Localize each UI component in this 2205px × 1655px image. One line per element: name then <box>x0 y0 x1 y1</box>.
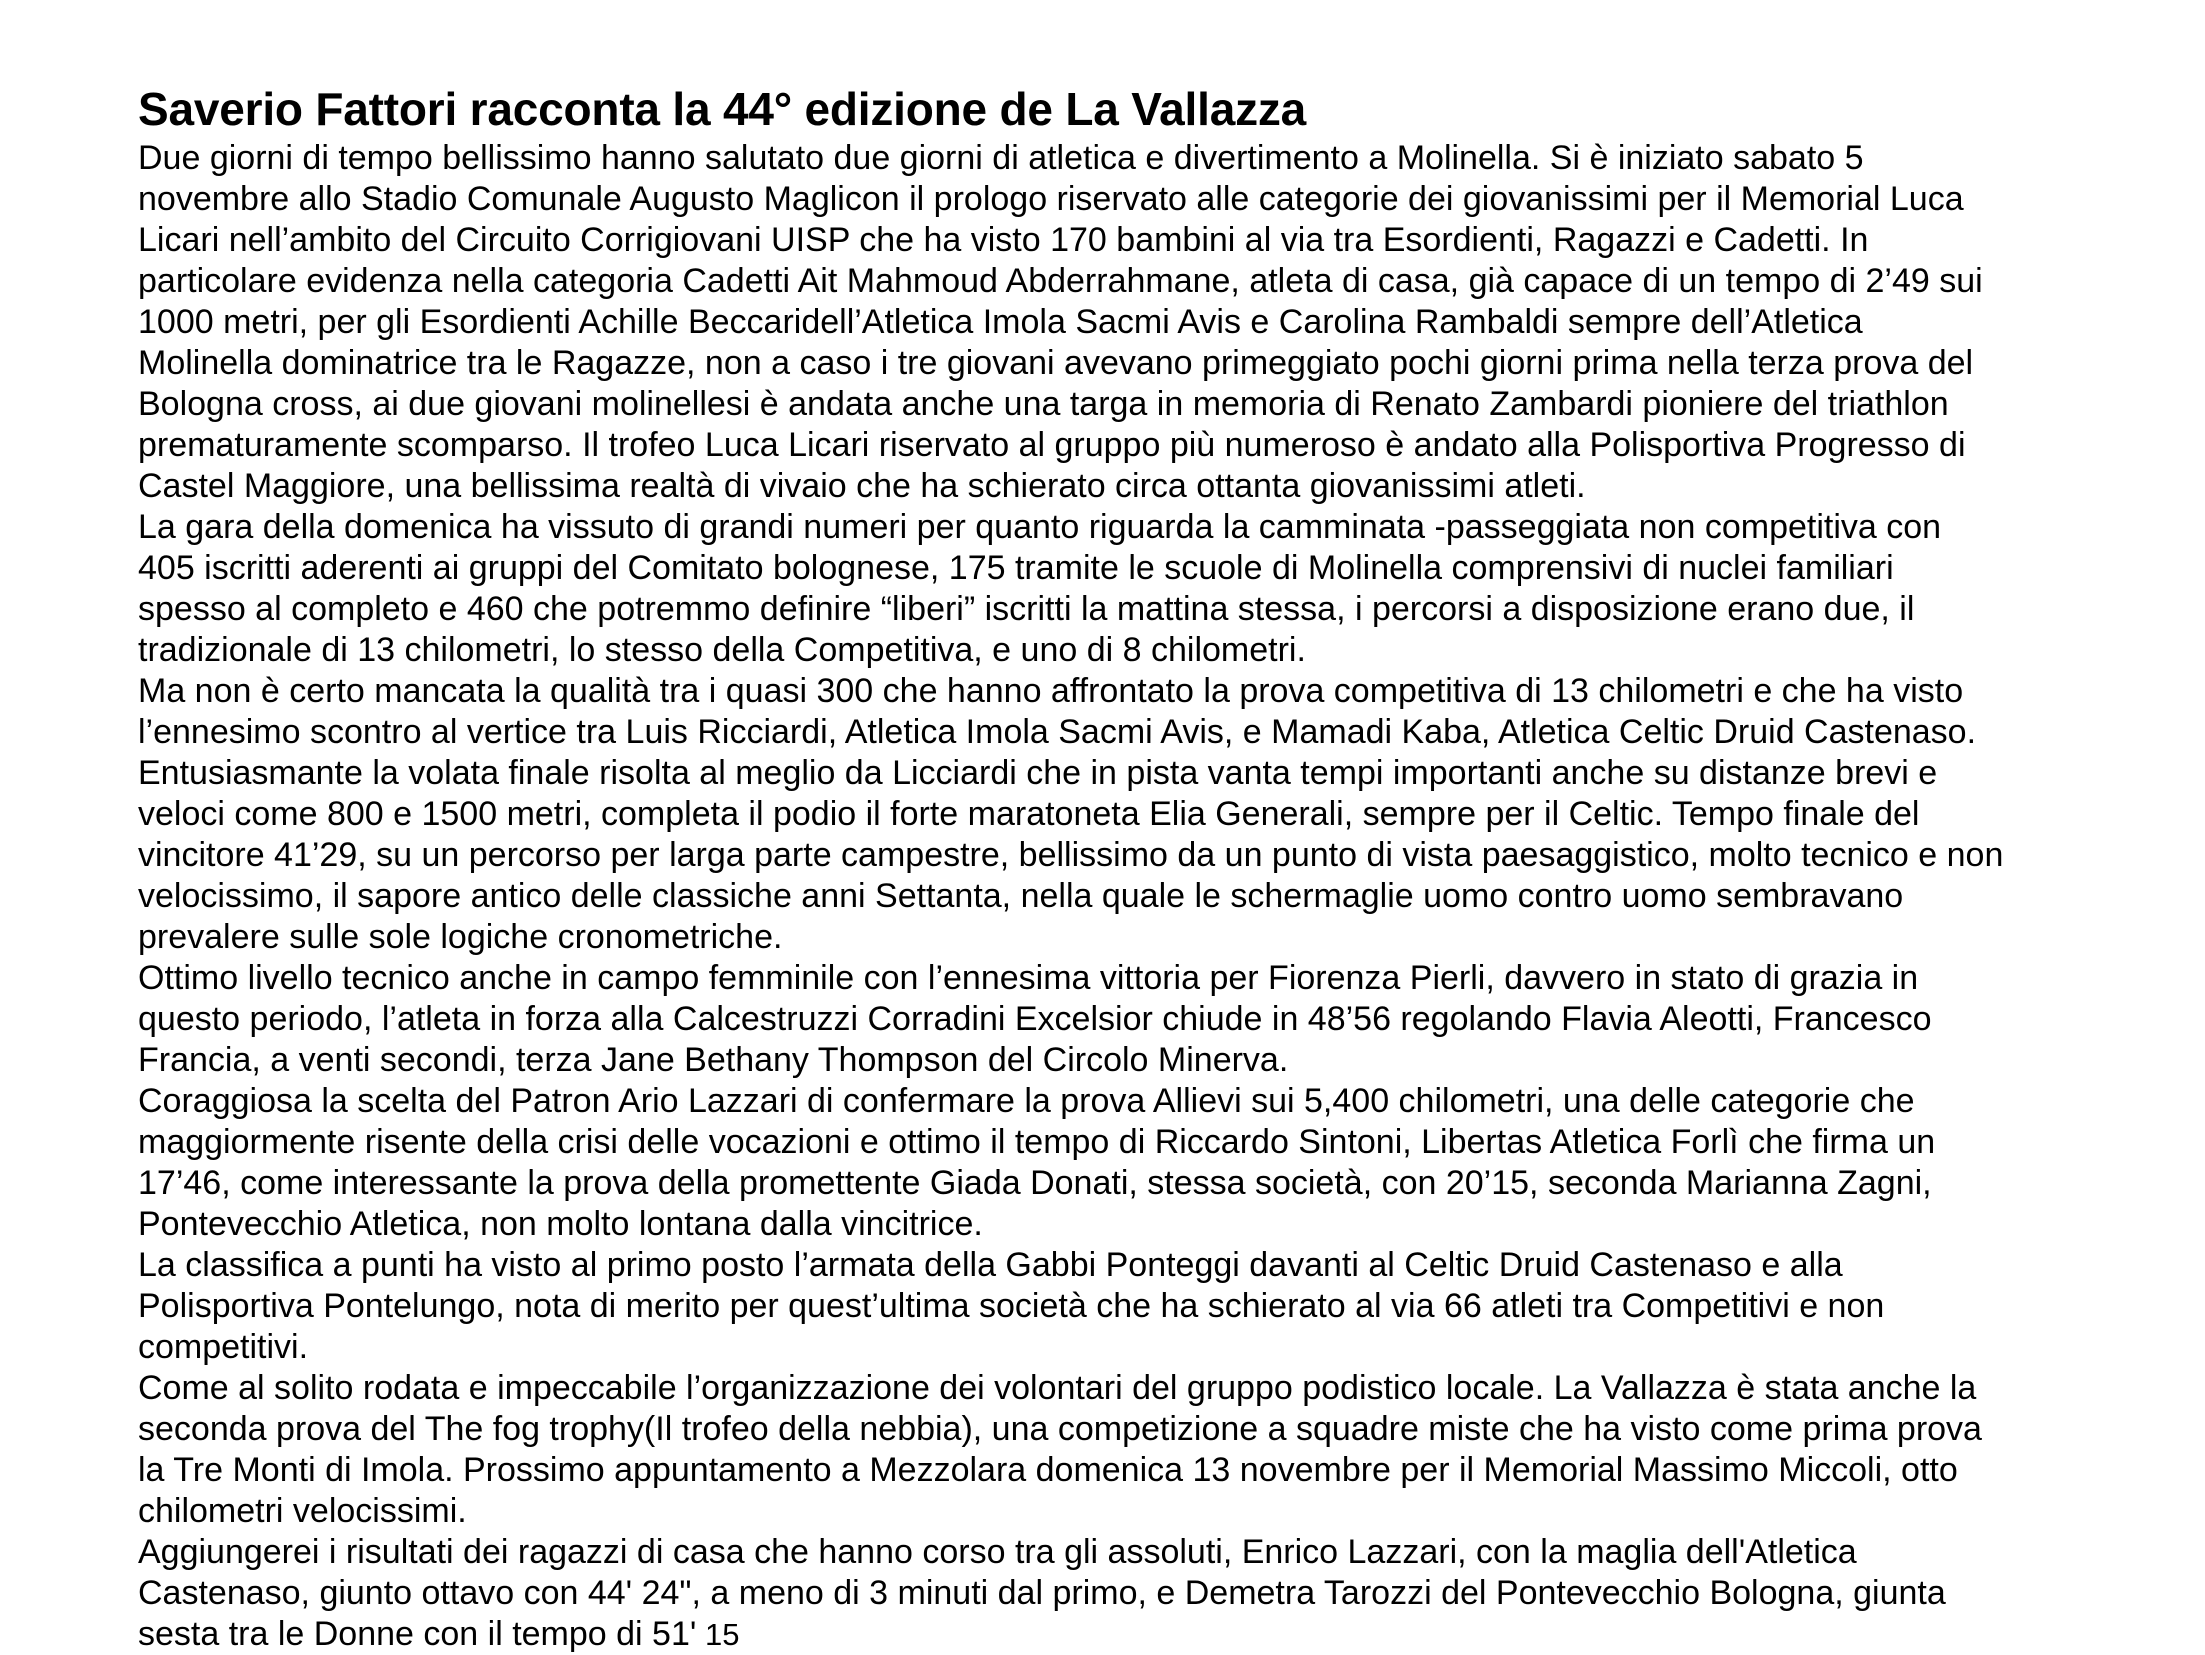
paragraph-team-ranking: La classifica a punti ha visto al primo posto l’armata della Gabbi Ponteggi davanti al Celtic Druid Castenaso e alla Polisportiva Pontelungo, nota di merito per quest’ultima società che ha schierato al via 66 atleti tra Competitivi e non competitivi. <box>138 1246 1885 1366</box>
paragraph-youth-prologue: Due giorni di tempo bellissimo hanno salutato due giorni di atletica e divertimento a Molinella. Si è iniziato sabato 5 novembre allo Stadio Comunale Augusto Maglicon il prologo riservato alle categorie dei giovanissimi per il Memorial Luca Licari nell’ambito del Circuito Corrigiovani UISP che ha visto 170 bambini al via tra Esordienti, Ragazzi e Cadetti. In particolare evidenza nella categoria Cadetti Ait Mahmoud Abderrahmane, atleta di casa, già capace di un tempo di 2’49 sui 1000 metri, per gli Esordienti Achille Beccaridell’Atletica Imola Sacmi Avis e Carolina Rambaldi sempre dell’Atletica Molinella dominatrice tra le Ragazze, non a caso i tre giovani avevano primeggiato pochi giorni prima nella terza prova del Bologna cross, ai due giovani molinellesi è andata anche una targa in memoria di Renato Zambardi pioniere del triathlon prematuramente scomparso. Il trofeo Luca Licari riservato al gruppo più numeroso è andato alla Polisportiva Progresso di Castel Maggiore, una bellissima realtà di vivaio che ha schierato circa ottanta giovanissimi atleti. <box>138 139 1983 505</box>
paragraph-allievi: Coraggiosa la scelta del Patron Ario Lazzari di confermare la prova Allievi sui 5,400 chilometri, una delle categorie che maggiormente risente della crisi delle vocazioni e ottimo il tempo di Riccardo Sintoni, Libertas Atletica Forlì che firma un 17’46, come interessante la prova della promettente Giada Donati, stessa società, con 20’15, seconda Marianna Zagni, Pontevecchio Atletica, non molto lontana dalla vincitrice. <box>138 1082 1936 1243</box>
paragraph-local-results <box>138 1532 2148 1655</box>
paragraph-men-race: Ma non è certo mancata la qualità tra i quasi 300 che hanno affrontato la prova competitiva di 13 chilometri e che ha visto l’ennesimo scontro al vertice tra Luis Ricciardi, Atletica Imola Sacmi Avis, e Mamadi Kaba, Atletica Celtic Druid Castenaso. Entusiasmante la volata finale risolta al meglio da Licciardi che in pista vanta tempi importanti anche su distanze brevi e veloci come 800 e 1500 metri, completa il podio il forte maratoneta Elia Generali, sempre per il Celtic. Tempo finale del vincitore 41’29, su un percorso per larga parte campestre, bellissimo da un punto di vista paesaggistico, molto tecnico e non velocissimo, il sapore antico delle classiche anni Settanta, nella quale le schermaglie uomo contro uomo sembravano prevalere sulle sole logiche cronometriche. <box>138 672 2004 956</box>
article-title: Saverio Fattori racconta la 44° edizione de La Vallazza <box>138 83 1307 135</box>
paragraph-walk-numbers: La gara della domenica ha vissuto di grandi numeri per quanto riguarda la camminata -passeggiata non competitiva con 405 iscritti aderenti ai gruppi del Comitato bolognese, 175 tramite le scuole di Molinella comprensivi di nuclei familiari spesso al completo e 460 che potremmo definire “liberi” iscritti la mattina stessa, i percorsi a disposizione erano due, il tradizionale di 13 chilometri, lo stesso della Competitiva, e uno di 8 chilometri. <box>138 508 1942 669</box>
paragraph-women-race: Ottimo livello tecnico anche in campo femminile con l’ennesima vittoria per Fiorenza Pierli, davvero in stato di grazia in questo periodo, l’atleta in forza alla Calcestruzzi Corradini Excelsior chiude in 48’56 regolando Flavia Aleotti, Francesco Francia, a venti secondi, terza Jane Bethany Thompson del Circolo Minerva. <box>138 959 1932 1079</box>
local-results-text: Aggiungerei i risultati dei ragazzi di casa che hanno corso tra gli assoluti, Enrico Lazzari, con la maglia dell'Atletica Castenaso, giunto ottavo con 44' 24", a meno di 3 minuti dal primo, e Demetra Tarozzi del Pontevecchio Bologna, giunta sesta tra le Donne con il tempo di 51' <box>138 1533 1946 1653</box>
article <box>138 80 2148 1655</box>
paragraph-organization: Come al solito rodata e impeccabile l’organizzazione dei volontari del gruppo podistico locale. La Vallazza è stata anche la seconda prova del The fog trophy(Il trofeo della nebbia), una competizione a squadre miste che ha visto come prima prova la Tre Monti di Imola. Prossimo appuntamento a Mezzolara domenica 13 novembre per il Memorial Massimo Miccoli, otto chilometri velocissimi. <box>138 1369 1982 1530</box>
local-results-tail: 15 <box>696 1617 740 1652</box>
